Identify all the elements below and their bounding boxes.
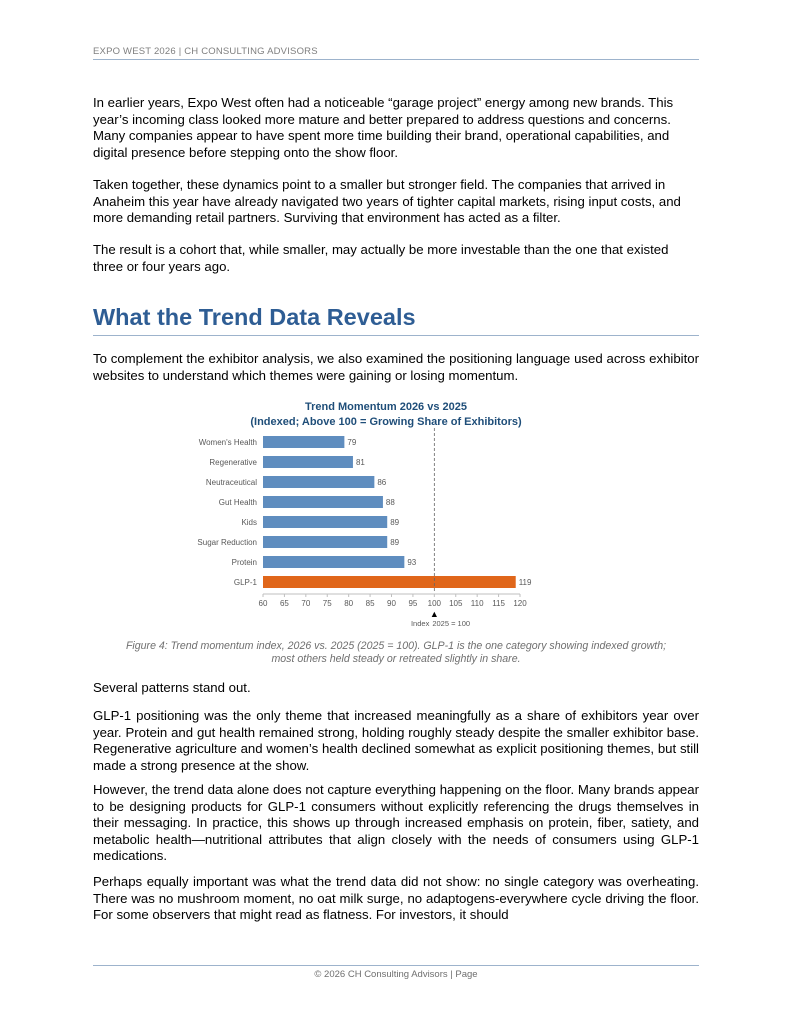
paragraph-exhibitor-language: To complement the exhibitor analysis, we also examined the positioning language used across exhibitor websites to understand which themes were gaining or losing momentum. [93,351,699,383]
x-tick-label-80: 80 [344,599,354,608]
paragraph-glp1-positioning: GLP-1 positioning was the only theme that increased meaningfully as a share of exhibitors year over year. Protein and gut health remained strong, holding roughly steady despite the smaller exhibitor base. Regenerative agriculture and women’s health declined somewhat as explicit positioning themes, but still made a strong presence at the show. [93,708,699,773]
x-tick-label-115: 115 [492,599,505,608]
value-label-sugar-reduction: 89 [390,538,400,547]
running-header: EXPO WEST 2026 | CH CONSULTING ADVISORS [93,46,699,60]
x-tick-label-110: 110 [470,599,484,608]
x-tick-label-90: 90 [387,599,396,608]
bar-neutraceutical [263,476,374,488]
x-tick-label-105: 105 [449,599,463,608]
x-tick-label-70: 70 [301,599,311,608]
paragraph-trend-limits: However, the trend data alone does not capture everything happening on the floor. Many brands appear to be designing products for GLP-1 consumers without explicitly referencing the drugs themselves in their messaging. In practice, this shows up through increased emphasis on protein, fiber, satiety, and metabolic health—nutritional attributes that align closely with the needs of consumers using GLP-1 medications. [93,782,699,863]
chart-title: Trend Momentum 2026 vs 2025 [304,401,468,413]
value-label-regenerative: 81 [355,458,365,467]
x-tick-label-60: 60 [258,599,268,608]
paragraph-stronger-field: Taken together, these dynamics point to a smaller but stronger field. The companies that arrived in Anaheim this year have already navigated two years of tighter capital markets, rising input costs, and more demanding retail partners. Surviving that environment has acted as a filter. [93,177,681,225]
x-tick-label-85: 85 [365,599,375,608]
paragraph-garage-energy: In earlier years, Expo West often had a noticeable “garage project” energy among new brands. This year’s incoming class looked more mature and better prepared to address questions and concerns. Many companies appear to have spent more time building their brand, operational capabilities, and digital presence before stepping onto the show floor. [93,95,674,160]
category-label-neutraceutical: Neutraceutical [205,478,257,487]
value-label-neutraceutical: 86 [377,478,387,487]
figure-caption-line-1: Figure 4: Trend momentum index, 2026 vs. 2025 (2025 = 100). GLP-1 is the one category showing indexed growth; [125,640,667,652]
x-tick-label-65: 65 [279,599,289,608]
paragraph-investable-cohort: The result is a cohort that, while smaller, may actually be more investable than the one that existed three or four years ago. [93,242,669,274]
category-label-gut-health: Gut Health [218,498,257,507]
category-label-kids: Kids [241,518,257,527]
bar-gut-health [263,496,383,508]
bar-sugar-reduction [263,536,387,548]
reference-marker: ▲ [429,609,439,619]
category-label-glp-1: GLP-1 [233,578,257,587]
reference-label-index: Index [410,619,430,628]
x-tick-label-95: 95 [408,599,418,608]
value-label-gut-health: 88 [385,498,395,507]
paragraph-patterns: Several patterns stand out. [93,680,251,695]
bar-protein [263,556,404,568]
figure-caption-line-2: most others held steady or retreated slightly in share. [271,652,521,665]
category-label-sugar-reduction: Sugar Reduction [197,538,257,547]
category-label-protein: Protein [231,558,257,567]
x-tick-label-75: 75 [322,599,332,608]
page-footer: © 2026 CH Consulting Advisors | Page [93,965,699,980]
figure-caption [93,640,699,665]
value-label-glp-1: 119 [518,578,532,587]
reference-label-baseline: 2025 = 100 [432,619,471,628]
bar-glp-1 [263,576,516,588]
x-tick-label-120: 120 [513,599,527,608]
x-tick-label-100: 100 [427,599,442,608]
category-label-regenerative: Regenerative [209,458,257,467]
bar-regenerative [263,456,353,468]
paragraph-no-overheating: Perhaps equally important was what the trend data did not show: no single category was overheating. There was no mushroom moment, no oat milk surge, no adaptogens-everywhere cycle driving the floor. For some observers that might read as flatness. For investors, it should [93,874,699,922]
bar-women-s-health [263,436,344,448]
chart-subtitle: (Indexed; Above 100 = Growing Share of Exhibitors) [250,416,522,428]
section-heading: What the Trend Data Reveals [93,302,699,336]
category-label-women-s-health: Women's Health [198,438,257,447]
value-label-protein: 93 [407,558,417,567]
value-label-women-s-health: 79 [347,438,357,447]
bar-kids [263,516,387,528]
value-label-kids: 89 [390,518,400,527]
trend-momentum-chart [180,394,620,630]
